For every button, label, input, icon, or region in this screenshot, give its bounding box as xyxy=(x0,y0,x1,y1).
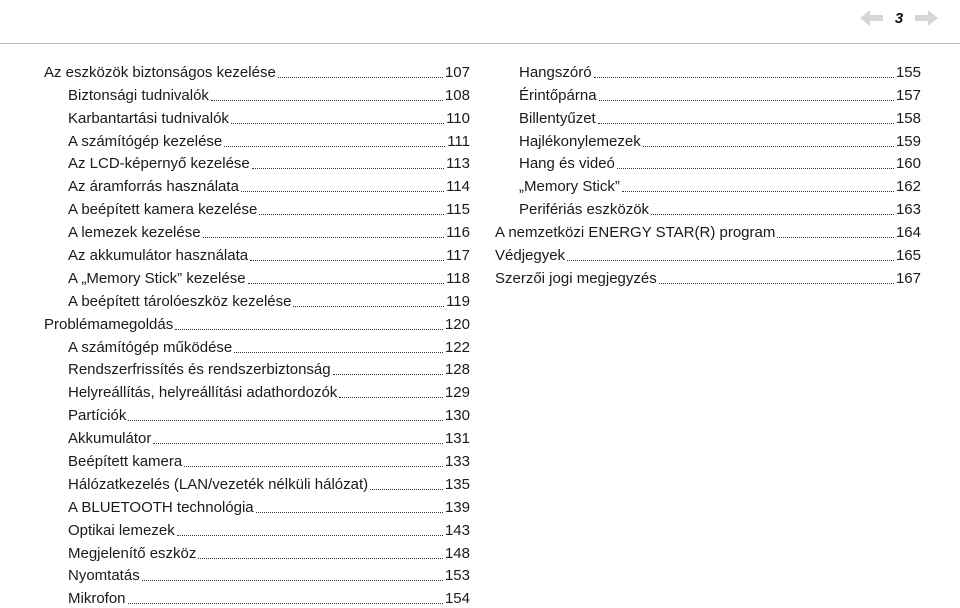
toc-entry[interactable] xyxy=(44,151,470,174)
dot-leader xyxy=(598,123,894,124)
toc-entry-title: A BLUETOOTH technológia xyxy=(68,498,254,516)
dot-leader xyxy=(599,100,894,101)
toc-entry-page: 115 xyxy=(446,201,470,219)
toc-entry-title: „Memory Stick” xyxy=(519,178,620,196)
dot-leader xyxy=(224,146,445,147)
toc-entry-title: Rendszerfrissítés és rendszerbiztonság xyxy=(68,361,331,379)
toc-entry[interactable] xyxy=(495,82,921,105)
toc-entry-title: Mikrofon xyxy=(68,590,126,608)
toc-entry-page: 164 xyxy=(895,224,921,242)
dot-leader xyxy=(567,260,894,261)
toc-entry[interactable] xyxy=(44,105,470,128)
header-divider xyxy=(0,43,960,44)
toc-entry-page: 131 xyxy=(444,430,470,448)
toc-entry[interactable] xyxy=(44,585,470,608)
toc-entry[interactable] xyxy=(44,59,470,82)
dot-leader xyxy=(198,558,443,559)
toc-entry-title: A nemzetközi ENERGY STAR(R) program xyxy=(495,224,776,242)
toc-entry[interactable] xyxy=(495,128,921,151)
toc-entry-page: 133 xyxy=(444,453,470,471)
arrow-right-icon[interactable] xyxy=(914,9,938,27)
dot-leader xyxy=(177,535,443,536)
page-number: 3 xyxy=(894,9,904,27)
toc-entry-title: Akkumulátor xyxy=(68,430,152,448)
toc-entry-page: 162 xyxy=(895,178,921,196)
dot-leader xyxy=(256,512,443,513)
toc-entry-page: 122 xyxy=(444,338,470,356)
toc-entry-page: 118 xyxy=(446,269,470,287)
arrow-left-icon[interactable] xyxy=(860,9,884,27)
dot-leader xyxy=(617,168,894,169)
dot-leader xyxy=(370,489,443,490)
toc-entry[interactable] xyxy=(44,517,470,540)
toc-entry[interactable] xyxy=(495,196,921,219)
page-navigator xyxy=(860,2,938,34)
toc-entry-page: 143 xyxy=(444,521,470,539)
toc-entry[interactable] xyxy=(44,173,470,196)
toc-entry[interactable] xyxy=(44,563,470,586)
toc-entry-title: A számítógép működése xyxy=(68,338,233,356)
toc-entry[interactable] xyxy=(44,311,470,334)
toc-entry[interactable] xyxy=(44,425,470,448)
toc-entry[interactable] xyxy=(44,494,470,517)
dot-leader xyxy=(175,329,443,330)
dot-leader xyxy=(777,237,894,238)
dot-leader xyxy=(250,260,444,261)
toc-entry-page: 130 xyxy=(444,407,470,425)
toc-entry-title: Optikai lemezek xyxy=(68,521,175,539)
dot-leader xyxy=(231,123,444,124)
dot-leader xyxy=(622,191,894,192)
toc-entry[interactable] xyxy=(44,471,470,494)
dot-leader xyxy=(128,420,443,421)
toc-entry-title: Hang és videó xyxy=(519,155,615,173)
toc-entry[interactable] xyxy=(44,357,470,380)
toc-entry-page: 167 xyxy=(895,269,921,287)
toc-entry-page: 163 xyxy=(895,201,921,219)
page-header xyxy=(0,0,960,48)
toc-entry-title: Védjegyek xyxy=(495,247,566,265)
toc-entry-page: 128 xyxy=(444,361,470,379)
toc-entry[interactable] xyxy=(495,219,921,242)
toc-entry[interactable] xyxy=(495,105,921,128)
toc-entry-title: A „Memory Stick” kezelése xyxy=(68,269,246,287)
toc-entry-title: Problémamegoldás xyxy=(44,315,174,333)
toc-entry-page: 165 xyxy=(895,247,921,265)
dot-leader xyxy=(252,168,444,169)
toc-entry[interactable] xyxy=(495,173,921,196)
toc-entry-page: 135 xyxy=(444,475,470,493)
toc-entry-title: Az áramforrás használata xyxy=(68,178,239,196)
toc-entry[interactable] xyxy=(44,379,470,402)
toc-entry[interactable] xyxy=(44,402,470,425)
toc-entry[interactable] xyxy=(44,448,470,471)
dot-leader xyxy=(234,352,443,353)
toc-entry-page: 119 xyxy=(446,292,470,310)
dot-leader xyxy=(203,237,445,238)
toc-entry-title: Hálózatkezelés (LAN/vezeték nélküli hálózat) xyxy=(68,475,369,493)
toc-entry[interactable] xyxy=(44,196,470,219)
toc-entry-title: Hajlékonylemezek xyxy=(519,132,641,150)
dot-leader xyxy=(594,77,894,78)
toc-entry-page: 113 xyxy=(446,155,470,173)
toc-entry-title: A beépített tárolóeszköz kezelése xyxy=(68,292,292,310)
dot-leader xyxy=(211,100,443,101)
toc-entry-page: 148 xyxy=(444,544,470,562)
toc-entry[interactable] xyxy=(44,242,470,265)
toc-entry-title: Perifériás eszközök xyxy=(519,201,650,219)
toc-entry-title: Helyreállítás, helyreállítási adathordozók xyxy=(68,384,338,402)
toc-entry-page: 160 xyxy=(895,155,921,173)
toc-entry[interactable] xyxy=(495,265,921,288)
dot-leader xyxy=(651,214,894,215)
dot-leader xyxy=(241,191,444,192)
toc-entry-title: Érintőpárna xyxy=(519,86,597,104)
toc-entry-title: Biztonsági tudnivalók xyxy=(68,86,209,104)
toc-entry[interactable] xyxy=(44,540,470,563)
dot-leader xyxy=(333,374,443,375)
toc-entry-page: 155 xyxy=(895,63,921,81)
toc-entry[interactable] xyxy=(44,82,470,105)
toc-entry[interactable] xyxy=(44,265,470,288)
toc-entry[interactable] xyxy=(44,219,470,242)
toc-entry-page: 154 xyxy=(444,590,470,608)
toc-entry-title: Karbantartási tudnivalók xyxy=(68,109,229,127)
toc-entry-page: 116 xyxy=(446,224,470,242)
toc-entry-page: 157 xyxy=(895,86,921,104)
dot-leader xyxy=(259,214,444,215)
toc-entry-page: 139 xyxy=(444,498,470,516)
dot-leader xyxy=(142,580,443,581)
toc-entry-page: 108 xyxy=(444,86,470,104)
toc-entry-page: 159 xyxy=(895,132,921,150)
toc-entry-title: Partíciók xyxy=(68,407,127,425)
dot-leader xyxy=(339,397,443,398)
dot-leader xyxy=(184,466,443,467)
toc-entry-title: Megjelenítő eszköz xyxy=(68,544,197,562)
toc-entry-title: Az eszközök biztonságos kezelése xyxy=(44,63,276,81)
toc-entry-page: 158 xyxy=(895,109,921,127)
toc-entry-title: A lemezek kezelése xyxy=(68,224,201,242)
toc-entry[interactable] xyxy=(44,128,470,151)
toc-entry-page: 153 xyxy=(444,567,470,585)
toc-entry[interactable] xyxy=(44,288,470,311)
toc-entry-title: Az LCD-képernyő kezelése xyxy=(68,155,250,173)
toc-entry-title: A számítógép kezelése xyxy=(68,132,223,150)
toc-entry[interactable] xyxy=(495,59,921,82)
toc-entry-page: 117 xyxy=(446,247,470,265)
toc-entry-page: 114 xyxy=(446,178,470,196)
dot-leader xyxy=(293,306,444,307)
dot-leader xyxy=(278,77,443,78)
toc-entry-title: Beépített kamera xyxy=(68,453,183,471)
toc-entry[interactable] xyxy=(44,334,470,357)
dot-leader xyxy=(643,146,894,147)
toc-left-column xyxy=(44,59,470,608)
dot-leader xyxy=(153,443,443,444)
toc-entry-page: 110 xyxy=(446,109,470,127)
toc-entry-page: 111 xyxy=(447,132,470,150)
dot-leader xyxy=(659,283,894,284)
dot-leader xyxy=(128,603,443,604)
toc-entry-title: Az akkumulátor használata xyxy=(68,247,249,265)
toc-entry-title: A beépített kamera kezelése xyxy=(68,201,258,219)
toc-entry-title: Nyomtatás xyxy=(68,567,140,585)
toc-entry-title: Hangszóró xyxy=(519,63,592,81)
toc-entry-title: Billentyűzet xyxy=(519,109,596,127)
toc-entry-page: 107 xyxy=(444,63,470,81)
toc-entry[interactable] xyxy=(495,242,921,265)
toc-entry-title: Szerzői jogi megjegyzés xyxy=(495,269,657,287)
dot-leader xyxy=(248,283,445,284)
toc-entry[interactable] xyxy=(495,151,921,174)
toc-entry-page: 129 xyxy=(444,384,470,402)
toc-entry-page: 120 xyxy=(444,315,470,333)
toc-right-column xyxy=(495,59,921,288)
